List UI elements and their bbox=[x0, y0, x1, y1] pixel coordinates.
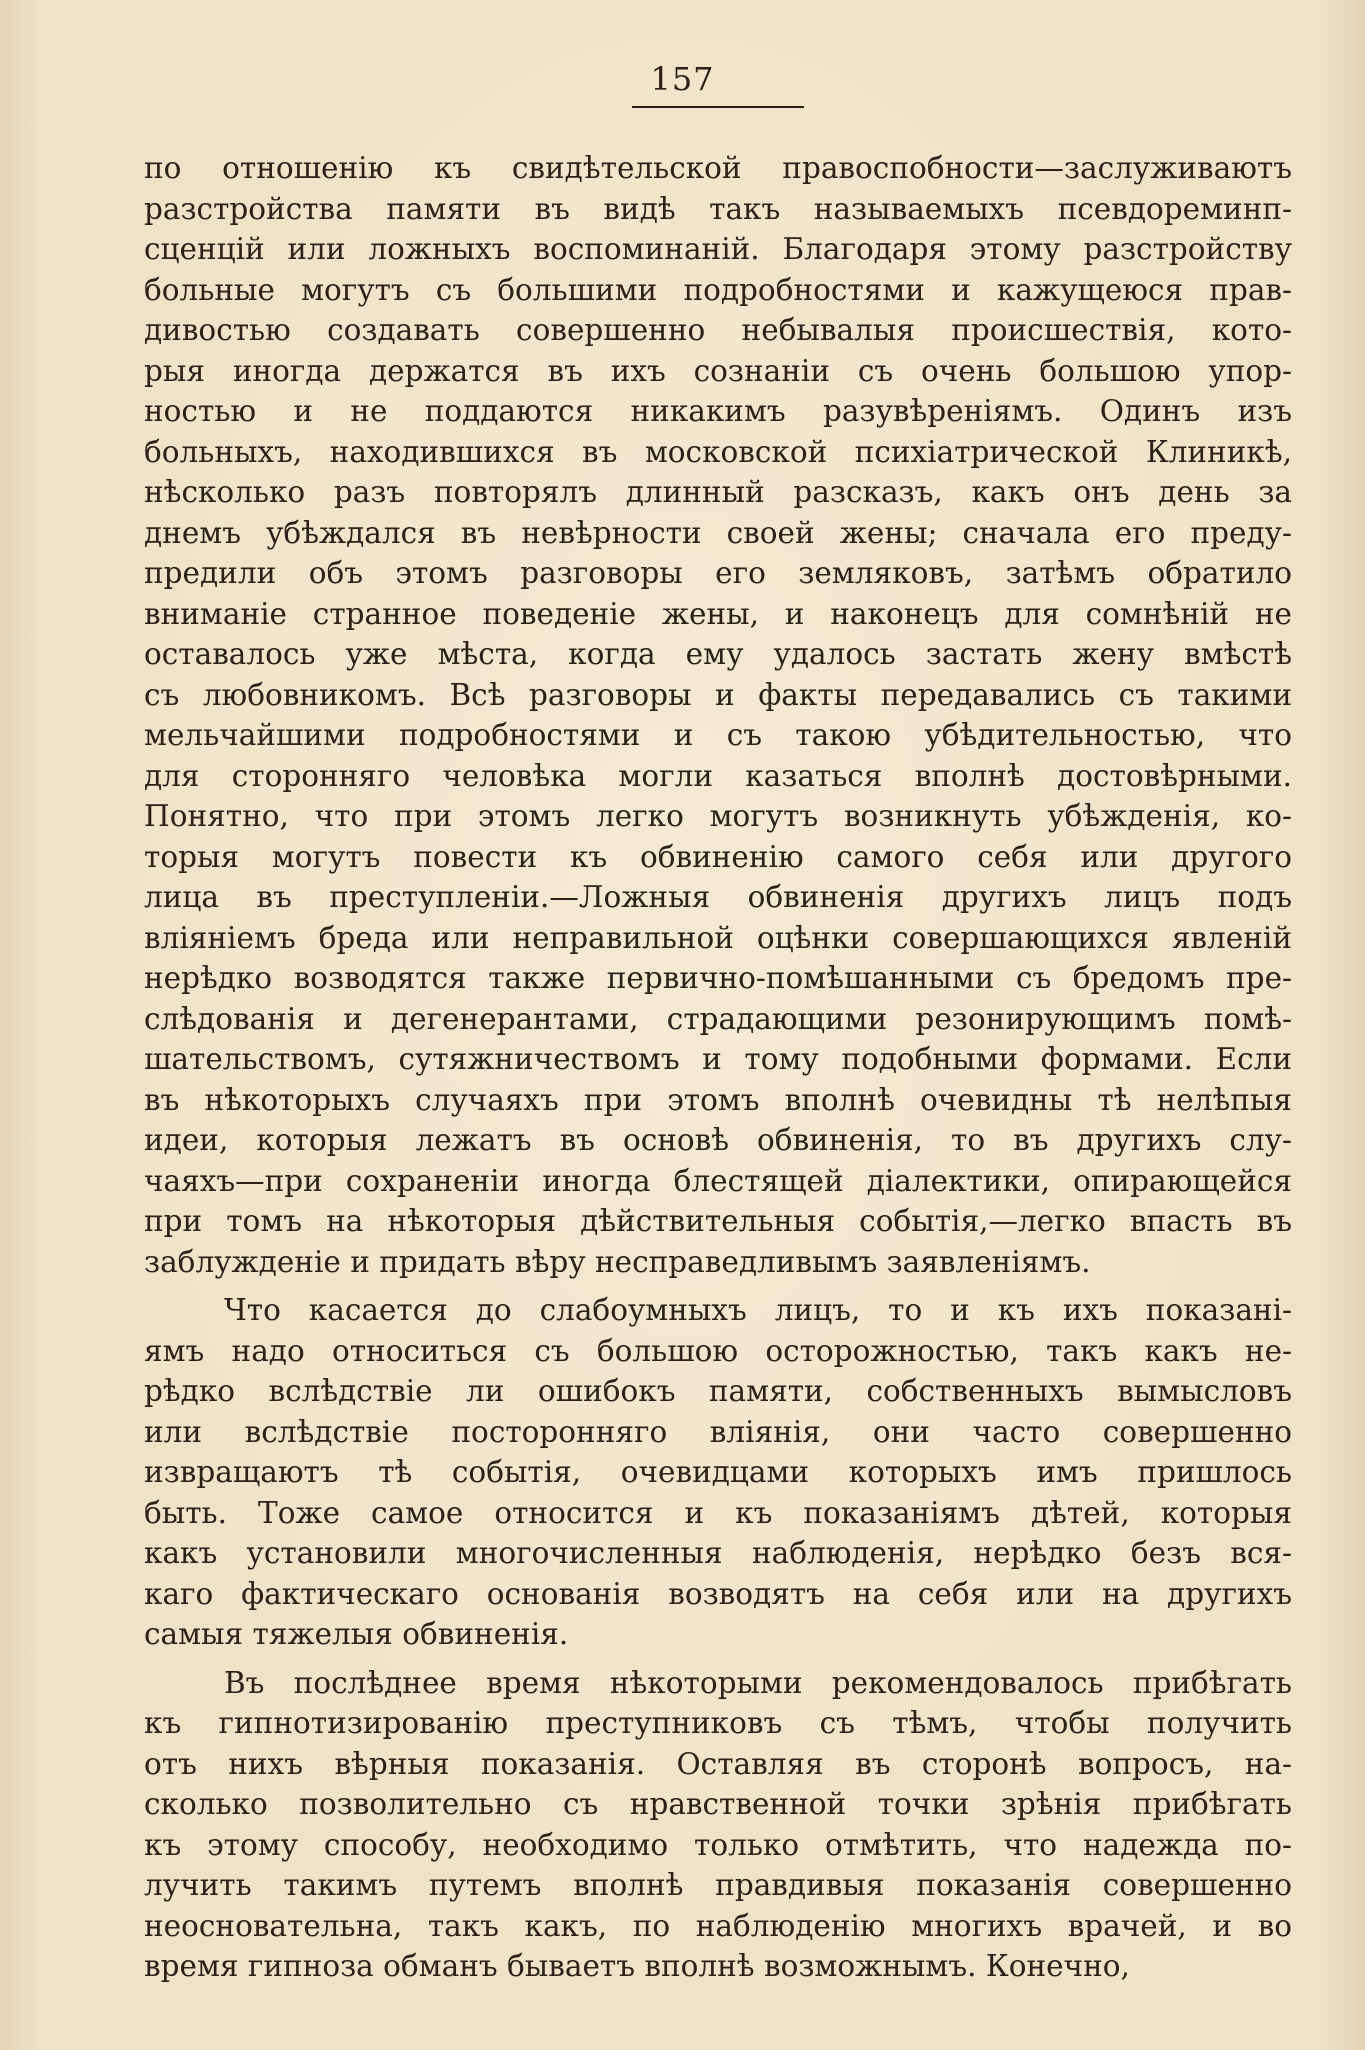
text-line: время гипноза обманъ бываетъ вполнѣ возможнымъ. Конечно, bbox=[144, 1949, 1130, 1983]
text-line: заблужденіе и придать вѣру несправедливымъ заявленіямъ. bbox=[144, 1244, 1091, 1279]
text-line: неосновательна, такъ какъ, по наблюденію многихъ врачей, и во bbox=[144, 1908, 1292, 1943]
text-line: предили объ этомъ разговоры его земляковъ, затѣмъ обратило bbox=[144, 556, 1292, 590]
text-line: дивостью создавать совершенно небывалыя происшествія, кото- bbox=[144, 313, 1292, 347]
text-line: ямъ надо относиться съ большою осторожностью, такъ какъ не- bbox=[144, 1333, 1292, 1368]
text-line: лица въ преступленіи.—Ложныя обвиненія другихъ лицъ подъ bbox=[144, 880, 1292, 914]
text-line: или вслѣдствіе посторонняго вліянія, они часто совершенно bbox=[144, 1414, 1292, 1449]
text-line: больные могутъ съ большими подробностями и кажущеюся прав- bbox=[144, 272, 1292, 307]
paragraph-gap bbox=[144, 1655, 1292, 1663]
text-line: нерѣдко возводятся также первично-помѣшанными съ бредомъ пре- bbox=[144, 961, 1292, 995]
text-line: для сторонняго человѣка могли казаться вполнѣ достовѣрными. bbox=[144, 758, 1292, 793]
text-line: слѣдованія и дегенерантами, страдающими резонирующимъ помѣ- bbox=[144, 1001, 1292, 1036]
text-line: нѣсколько разъ повторялъ длинный разсказъ, какъ онъ день за bbox=[144, 475, 1292, 509]
text-line: быть. Тоже самое относится и къ показаніямъ дѣтей, которыя bbox=[144, 1495, 1292, 1530]
text-line: Понятно, что при этомъ легко могутъ возникнуть убѣжденія, ко- bbox=[144, 799, 1292, 833]
paragraph-gap bbox=[144, 1282, 1292, 1290]
paragraph bbox=[144, 148, 1292, 1282]
text-line: рыя иногда держатся въ ихъ сознаніи съ очень большою упор- bbox=[144, 353, 1292, 388]
text-line: вліяніемъ бреда или неправильной оцѣнки совершающихся явленій bbox=[144, 920, 1292, 955]
text-line: шательствомъ, сутяжничествомъ и тому подобными формами. Если bbox=[144, 1042, 1292, 1076]
text-line: отъ нихъ вѣрныя показанія. Оставляя въ сторонѣ вопросъ, на- bbox=[144, 1746, 1292, 1781]
text-line: съ любовникомъ. Всѣ разговоры и факты передавались съ такими bbox=[144, 677, 1292, 712]
text-line: оставалось уже мѣста, когда ему удалось застать жену вмѣстѣ bbox=[144, 637, 1292, 671]
text-line: къ этому способу, необходимо только отмѣтить, что надежда по- bbox=[144, 1827, 1292, 1862]
text-line: извращаютъ тѣ событія, очевидцами которыхъ имъ пришлось bbox=[144, 1455, 1292, 1489]
text-line: лучить такимъ путемъ вполнѣ правдивыя показанія совершенно bbox=[144, 1868, 1292, 1902]
paragraph bbox=[144, 1290, 1292, 1655]
text-line: рѣдко вслѣдствіе ли ошибокъ памяти, собственныхъ вымысловъ bbox=[144, 1374, 1292, 1408]
text-line: Что касается до слабоумныхъ лицъ, то и къ ихъ показані- bbox=[224, 1293, 1292, 1327]
text-line: днемъ убѣждался въ невѣрности своей жены; сначала его преду- bbox=[144, 515, 1292, 550]
text-line: къ гипнотизированію преступниковъ съ тѣмъ, чтобы получить bbox=[144, 1706, 1292, 1740]
paragraph bbox=[144, 1663, 1292, 1987]
text-line: въ нѣкоторыхъ случаяхъ при этомъ вполнѣ очевидны тѣ нелѣпыя bbox=[144, 1082, 1292, 1117]
text-line: сколько позволительно съ нравственной точки зрѣнія прибѣгать bbox=[144, 1787, 1292, 1821]
body-text bbox=[144, 148, 1292, 1987]
text-line: самыя тяжелыя обвиненія. bbox=[144, 1617, 569, 1651]
text-line: разстройства памяти въ видѣ такъ называемыхъ псевдореминп- bbox=[144, 191, 1292, 226]
text-line: идеи, которыя лежатъ въ основѣ обвиненія, то въ другихъ слу- bbox=[144, 1123, 1292, 1157]
text-line: ностью и не поддаются никакимъ разувѣреніямъ. Одинъ изъ bbox=[144, 394, 1292, 428]
text-line: при томъ на нѣкоторыя дѣйствительныя событія,—легко впасть въ bbox=[144, 1204, 1292, 1238]
text-line: сценцій или ложныхъ воспоминаній. Благодаря этому разстройству bbox=[144, 232, 1292, 266]
page-number: 157 bbox=[650, 60, 715, 98]
text-line: чаяхъ—при сохраненіи иногда блестящей діалектики, опирающейся bbox=[144, 1163, 1292, 1198]
text-line: по отношенію къ свидѣтельской правоспобности—заслуживаютъ bbox=[144, 151, 1292, 185]
header-rule bbox=[632, 106, 804, 108]
text-line: какъ установили многочисленныя наблюденія, нерѣдко безъ вся- bbox=[144, 1536, 1292, 1570]
text-line: мельчайшими подробностями и съ такою убѣдительностью, что bbox=[144, 718, 1292, 752]
text-line: Въ послѣднее время нѣкоторыми рекомендовалось прибѣгать bbox=[224, 1665, 1292, 1700]
text-line: торыя могутъ повести къ обвиненію самого себя или другого bbox=[144, 839, 1292, 874]
text-line: больныхъ, находившихся въ московской психіатрической Клиникѣ, bbox=[144, 434, 1292, 469]
text-line: каго фактическаго основанія возводятъ на себя или на другихъ bbox=[144, 1576, 1292, 1611]
text-line: вниманіе странное поведеніе жены, и наконецъ для сомнѣній не bbox=[144, 596, 1292, 631]
